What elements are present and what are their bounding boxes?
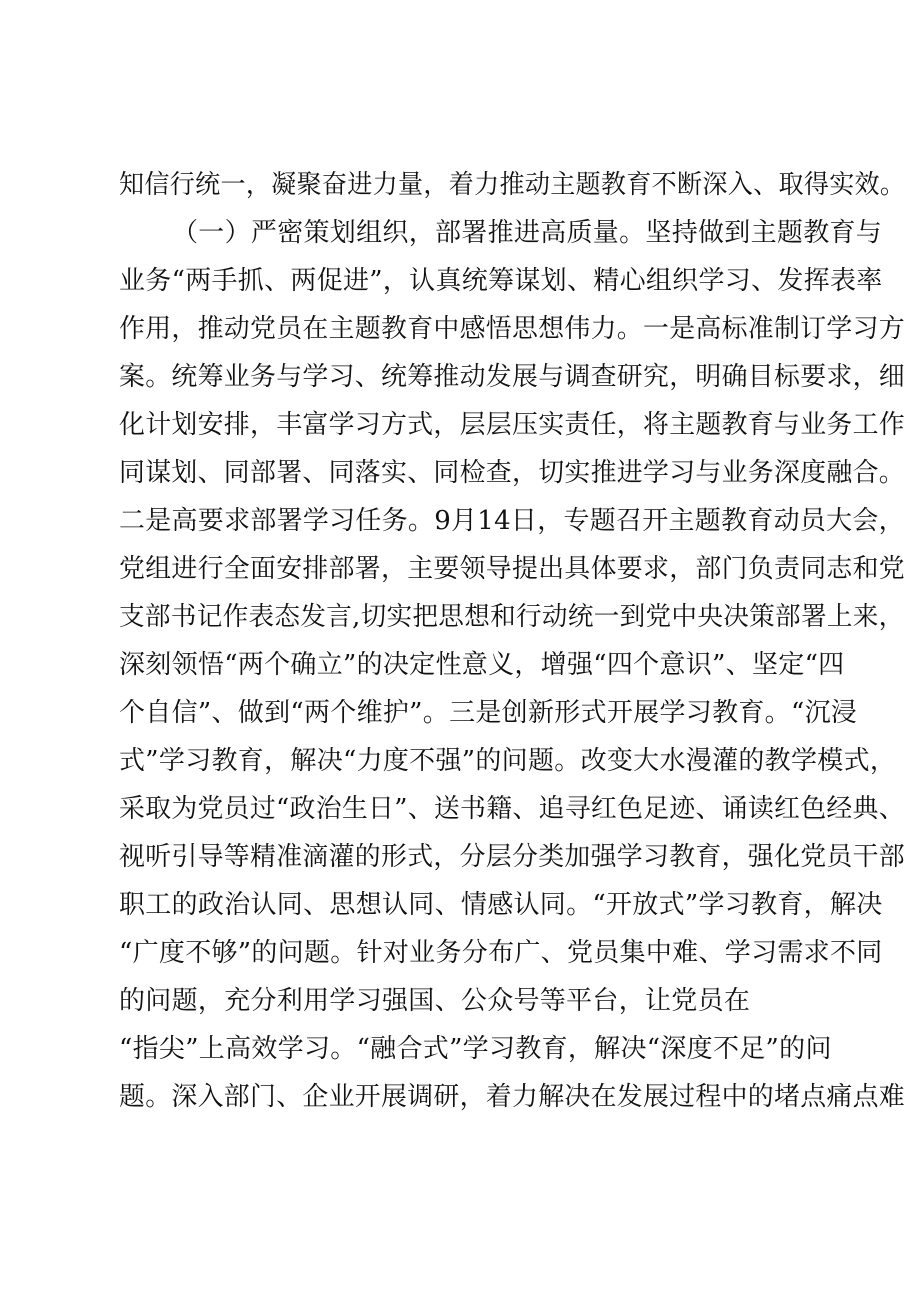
text-line: 同谋划、同部署、同落实、同检查，切实推进学习与业务深度融合。	[119, 458, 906, 488]
text-line: 支部书记作表态发言,切实把思想和行动统一到党中央决策部署上来，	[119, 602, 905, 632]
text-line: 化计划安排，丰富学习方式，层层压实责任，将主题教育与业务工作	[119, 410, 906, 440]
text-line: 式”学习教育，解决“力度不强”的问题。改变大水漫灌的教学模式，	[119, 746, 897, 776]
text-line: 案。统筹业务与学习、统筹推动发展与调查研究，明确目标要求，细	[119, 362, 906, 392]
text-line: 个自信”、做到“两个维护”。三是创新形式开展学习教育。“沉浸	[119, 698, 858, 728]
text-line: 深刻领悟“两个确立”的决定性意义，增强“四个意识”、坚定“四	[119, 650, 845, 680]
text-line: 作用，推动党员在主题教育中感悟思想伟力。一是高标准制订学习方	[119, 314, 906, 344]
text-line: 知信行统一，凝聚奋进力量，着力推动主题教育不断深入、取得实效。	[119, 170, 906, 200]
text-line: 题。深入部门、企业开展调研，着力解决在发展过程中的堵点痛点难	[119, 1082, 906, 1112]
text-line: 职工的政治认同、思想认同、情感认同。“开放式”学习教育，解决	[119, 890, 883, 920]
text-line: 二是高要求部署学习任务。9月14日，专题召开主题教育动员大会，	[119, 506, 905, 536]
text-line: 的问题，充分利用学习强国、公众号等平台，让党员在	[119, 986, 751, 1016]
text-line: 党组进行全面安排部署，主要领导提出具体要求，部门负责同志和党	[119, 554, 906, 584]
text-line: （一）严密策划组织，部署推进高质量。坚持做到主题教育与	[172, 218, 883, 248]
text-line: 视听引导等精准滴灌的形式，分层分类加强学习教育，强化党员干部	[119, 842, 906, 872]
text-line: “广度不够”的问题。针对业务分布广、党员集中难、学习需求不同	[119, 938, 883, 968]
text-line: 采取为党员过“政治生日”、送书籍、追寻红色足迹、诵读红色经典、	[119, 794, 905, 824]
text-line: 业务“两手抓、两促进”，认真统筹谋划、精心组织学习、发挥表率	[119, 266, 883, 296]
text-line: “指尖”上高效学习。“融合式”学习教育，解决“深度不足”的问	[119, 1034, 832, 1064]
